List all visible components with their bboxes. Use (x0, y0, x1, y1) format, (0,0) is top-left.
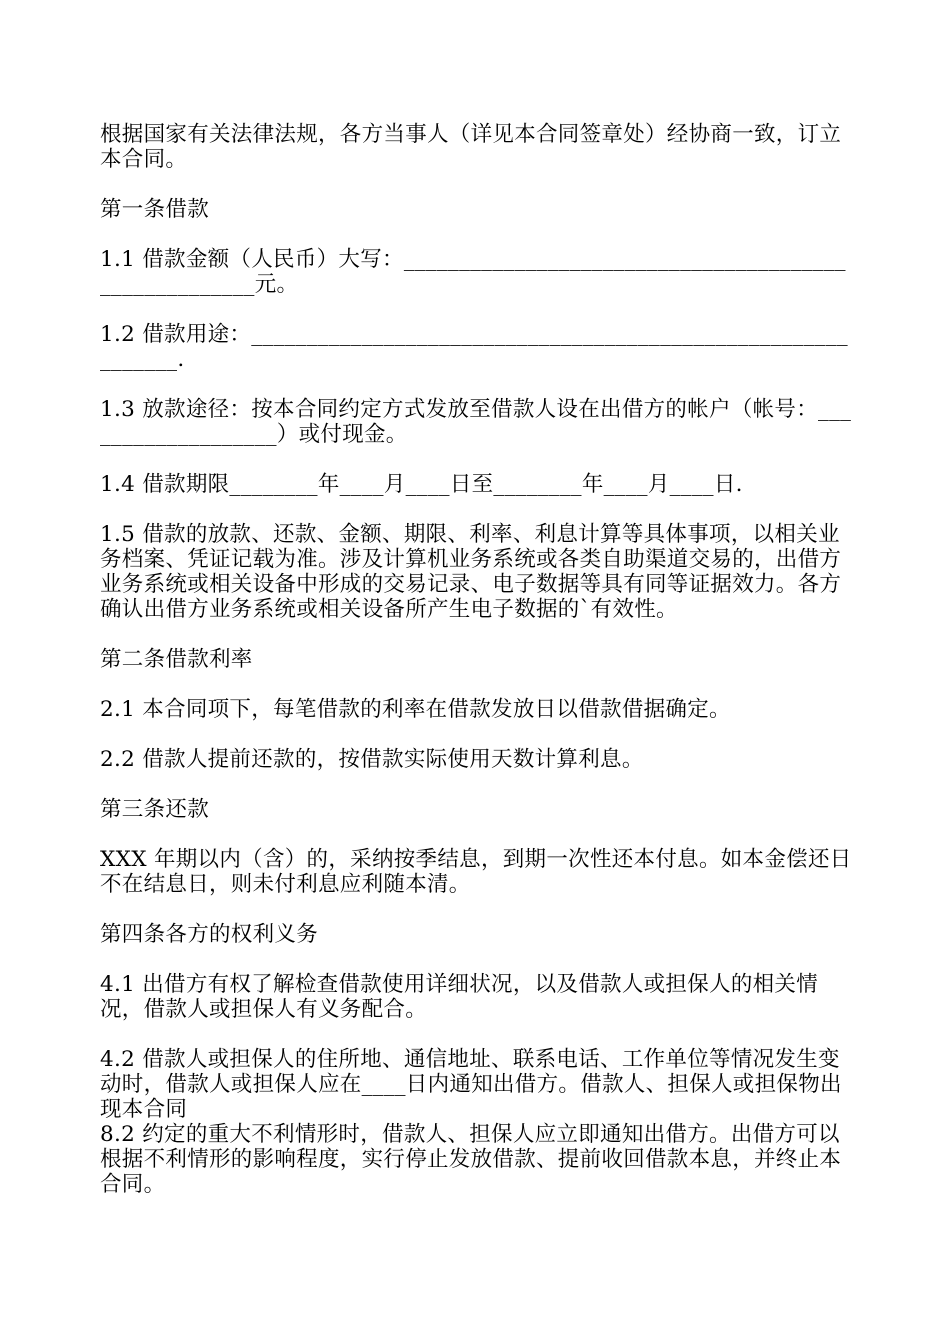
clause-1-2: 1.2 借款用途：_____________________________________________________________. (100, 322, 848, 372)
clause-1-4: 1.4 借款期限________年____月____日至________年____月____日. (100, 472, 743, 497)
section-3-heading: 第三条还款 (100, 797, 210, 822)
clause-1-5: 1.5 借款的放款、还款、金额、期限、利率、利息计算等具体事项，以相关业务档案、凭证记载为准。涉及计算机业务系统或各类自助渠道交易的，出借方业务系统或相关设备中形成的交易记录、电子数据等具有同等证据效力。各方确认出借方业务系统或相关设备所产生电子数据的`有效性。 (100, 522, 842, 622)
clause-2-1: 2.1 本合同项下，每笔借款的利率在借款发放日以借款借据确定。 (100, 697, 731, 722)
contract-page (100, 122, 852, 1222)
clause-1-3: 1.3 放款途径：按本合同约定方式发放至借款人设在出借方的帐户（帐号：___________________）或付现金。 (100, 397, 852, 447)
clause-2-2: 2.2 借款人提前还款的，按借款实际使用天数计算利息。 (100, 747, 644, 772)
clause-4-1: 4.1 出借方有权了解检查借款使用详细状况，以及借款人或担保人的相关情况，借款人或担保人有义务配合。 (100, 972, 819, 1022)
section-2-heading: 第二条借款利率 (100, 647, 253, 672)
section-4-heading: 第四条各方的权利义务 (100, 922, 319, 947)
clause-8-2: 8.2 约定的重大不利情形时，借款人、担保人应立即通知出借方。出借方可以根据不利情形的影响程度，实行停止发放借款、提前收回借款本息，并终止本合同。 (100, 1122, 842, 1197)
section-1-heading: 第一条借款 (100, 197, 210, 222)
clause-1-1: 1.1 借款金额（人民币）大写：______________________________________________________元。 (100, 247, 846, 297)
clause-4-2: 4.2 借款人或担保人的住所地、通信地址、联系电话、工作单位等情况发生变动时，借款人或担保人应在____日内通知出借方。借款人、担保人或担保物出现本合同 (100, 1047, 842, 1122)
intro-paragraph: 根据国家有关法律法规，各方当事人（详见本合同签章处）经协商一致，订立本合同。 (100, 122, 842, 172)
clause-3-body: XXX 年期以内（含）的，采纳按季结息，到期一次性还本付息。如本金偿还日不在结息日，则未付利息应利随本清。 (100, 847, 852, 897)
